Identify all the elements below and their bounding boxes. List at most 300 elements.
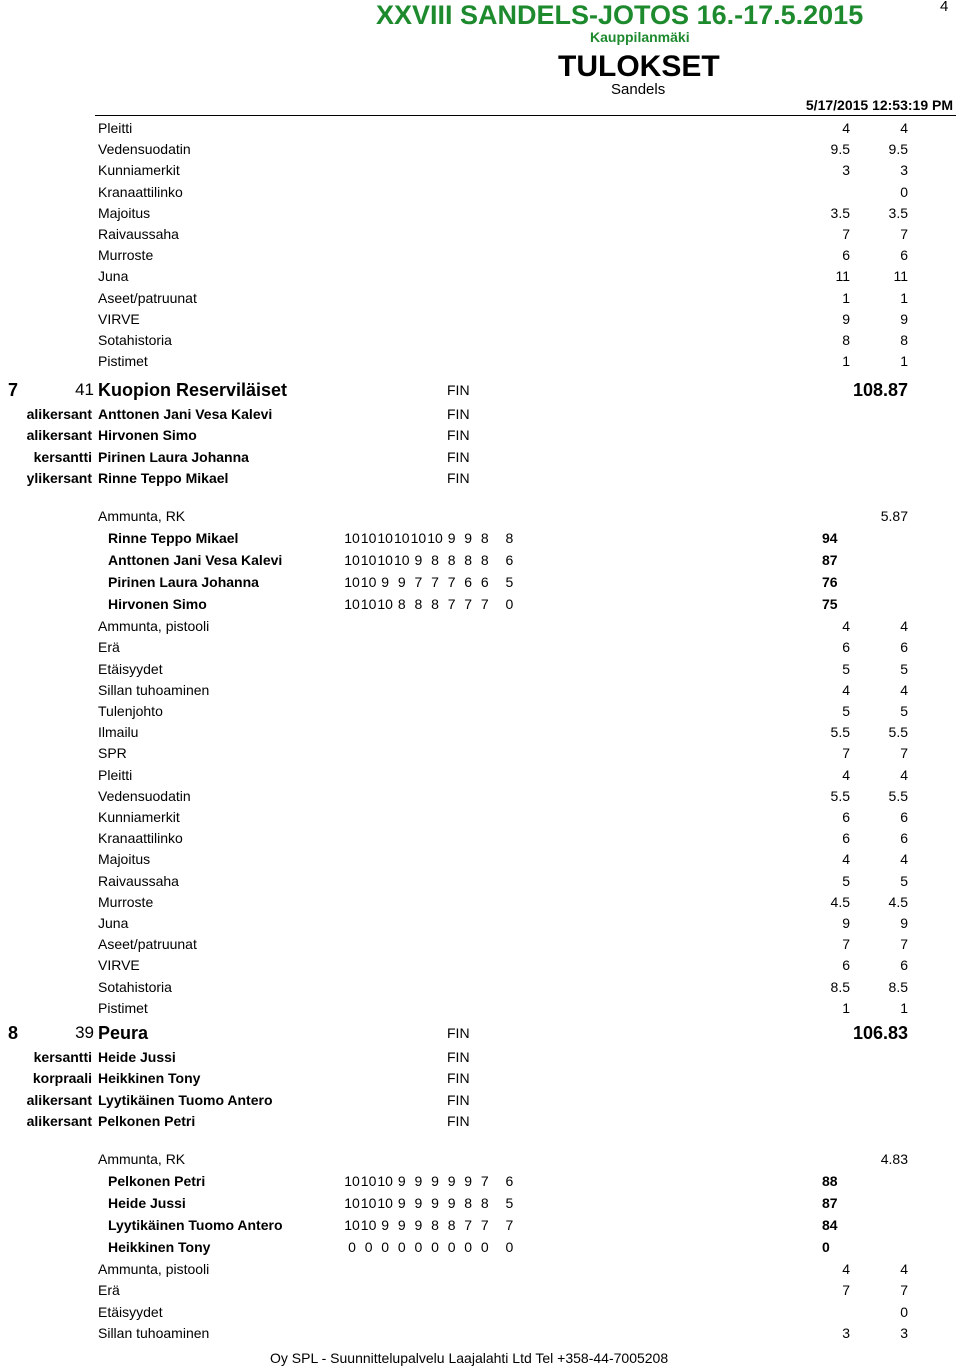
event-row [0,786,960,806]
event-score-a: 1 [842,289,850,306]
shot-score: 10 [394,552,410,569]
event-score-b: 8 [900,332,908,348]
shot-score: 8 [447,1217,456,1234]
event-row [0,351,960,371]
event-score-b: 6 [900,957,908,974]
event-score-a: 7 [842,1282,850,1299]
shooter-row [0,572,960,592]
event-score-a: 9 [842,915,850,931]
shot-score: 9 [464,530,473,547]
event-name: Sillan tuhoaminen [98,1324,210,1341]
shot-score: 10 [377,552,393,569]
event-score-a: 5 [842,660,850,677]
event-score-a: 4 [842,851,850,868]
team-number: 41 [75,380,94,399]
shot-score: 5 [505,1195,514,1212]
shot-score: 0 [414,1239,423,1256]
event-row [0,701,960,721]
shot-score: 5 [505,574,514,591]
shot-score: 10 [360,1173,377,1190]
shot-score: 8 [414,596,423,613]
event-row [0,955,960,975]
event-row [0,680,960,700]
event-score-b: 7 [900,226,908,242]
shot-score: 7 [431,574,439,591]
member-rank: alikersant [26,406,92,422]
timestamp: 5/17/2015 12:53:19 PM [805,97,953,113]
event-row [0,934,960,954]
team-rank: 7 [8,380,19,400]
event-name: Etäisyydet [98,1303,163,1320]
rk-row [0,506,960,526]
shot-score: 8 [480,530,489,547]
shot-score: 9 [397,1173,406,1190]
event-name: Ilmailu [98,724,139,741]
member-name: Pirinen Laura Johanna [98,448,249,465]
event-row [0,266,960,286]
team-member-row [0,425,960,445]
event-score-a: 3 [842,1324,850,1341]
event-location: Kauppilanmäki [590,29,690,45]
event-row [0,203,960,223]
shot-score: 9 [447,530,456,547]
shot-score: 10 [344,574,360,591]
shot-score: 7 [505,1217,514,1234]
shot-score: 9 [431,1173,439,1190]
shot-score: 8 [480,552,489,569]
event-score-b: 3.5 [888,204,908,221]
event-score-a: 6 [842,830,850,847]
event-row [0,1302,960,1322]
event-row [0,224,960,244]
shot-score: 10 [360,1195,377,1212]
event-name: Pistimet [98,353,148,370]
event-row [0,1323,960,1343]
event-score-a: 3 [842,162,850,179]
event-row [0,913,960,933]
team-name: Peura [98,1023,149,1043]
event-name: Erä [98,1282,120,1299]
event-score-b: 9 [900,915,908,931]
results-title: TULOKSET [558,50,720,83]
shot-score: 0 [431,1239,439,1256]
shooter-row [0,1171,960,1191]
member-country: FIN [447,448,470,465]
event-score-b: 1 [900,999,908,1016]
shooter-total: 84 [822,1217,838,1234]
page-number: 4 [940,0,949,15]
team-header-row [0,380,960,400]
shot-score: 8 [505,530,514,547]
event-score-b: 4.5 [888,893,908,910]
event-name: Etäisyydet [98,660,163,677]
event-score-a: 6 [842,247,850,264]
shot-score: 10 [344,530,360,547]
event-row [0,807,960,827]
footer-text: Oy SPL - Suunnittelupalvelu Laajalahti Ltd Tel +358-44-7005208 [270,1350,669,1366]
event-row [0,849,960,869]
shot-score: 8 [480,1195,489,1212]
team-country: FIN [447,1025,470,1041]
event-name: Sotahistoria [98,978,172,995]
member-name: Heikkinen Tony [98,1070,201,1087]
shot-score: 6 [480,574,489,591]
team-rank: 8 [8,1023,19,1043]
shot-score: 0 [464,1239,473,1256]
shooter-name: Heikkinen Tony [108,1239,211,1256]
shot-score: 10 [360,530,377,547]
shot-score: 0 [480,1239,489,1256]
member-country: FIN [447,469,470,486]
shot-score: 8 [431,552,439,569]
event-score-a: 9.5 [830,141,850,158]
shooter-row [0,1237,960,1257]
team-header-row [0,1023,960,1043]
shot-score: 9 [414,552,423,569]
event-score-b: 6 [900,809,908,825]
event-name: SPR [98,745,127,762]
event-name: Majoitus [98,204,151,221]
shot-score: 6 [505,1173,514,1190]
event-score-b: 8.5 [888,978,908,995]
shot-score: 9 [414,1217,423,1234]
event-score-a: 1 [842,353,850,370]
team-number: 39 [75,1023,94,1042]
event-score-a: 8 [842,332,850,348]
event-name: Kunniamerkit [98,809,180,825]
event-score-b: 3 [900,162,908,179]
member-country: FIN [447,406,470,422]
shot-score: 8 [431,596,439,613]
event-name: VIRVE [98,310,140,327]
event-score-a: 7 [842,226,850,242]
team-member-row [0,447,960,467]
class-name: Sandels [611,81,666,98]
shooter-row [0,1215,960,1235]
event-name: Erä [98,639,120,656]
shot-score: 9 [397,1195,406,1212]
event-row [0,659,960,679]
shooter-name: Pelkonen Petri [108,1173,206,1190]
shot-score: 0 [348,1239,356,1256]
event-score-b: 4 [900,681,908,698]
shot-score: 8 [464,552,473,569]
shooter-name: Anttonen Jani Vesa Kalevi [108,552,283,569]
event-score-a: 3.5 [830,204,850,221]
event-row [0,637,960,657]
member-name: Rinne Teppo Mikael [98,469,229,486]
event-score-b: 5 [900,703,908,719]
rk-row [0,1149,960,1169]
shot-score: 9 [464,1173,473,1190]
shot-score: 10 [344,1195,360,1212]
shot-score: 9 [397,574,406,591]
shot-score: 10 [360,1217,377,1234]
shooter-row [0,594,960,614]
shot-score: 0 [364,1239,373,1256]
event-score-b: 7 [900,936,908,953]
member-country: FIN [447,1112,470,1129]
event-name: Sotahistoria [98,332,172,348]
event-name: Sillan tuhoaminen [98,681,210,698]
event-score-a: 5.5 [830,787,850,804]
shot-score: 7 [480,1217,489,1234]
event-score-b: 7 [900,1282,908,1299]
shooter-total: 75 [822,596,838,613]
member-name: Pelkonen Petri [98,1112,196,1129]
event-name: Juna [98,915,129,931]
shot-score: 10 [344,1173,360,1190]
shot-score: 10 [427,530,443,547]
shot-score: 0 [381,1239,390,1256]
shot-score: 0 [397,1239,406,1256]
event-name: Aseet/patruunat [98,936,197,953]
event-score-b: 4 [900,618,908,635]
shot-score: 10 [410,530,427,547]
shot-score: 10 [344,596,360,613]
event-name: Aseet/patruunat [98,289,197,306]
event-row [0,616,960,636]
event-row [0,892,960,912]
event-score-b: 9.5 [888,141,908,158]
shooter-row [0,528,960,548]
shot-score: 10 [394,530,410,547]
shooter-name: Lyytikäinen Tuomo Antero [108,1217,283,1234]
event-name: Ammunta, pistooli [98,1261,210,1278]
event-row [0,330,960,350]
event-score-b: 9 [900,310,908,327]
event-row [0,1259,960,1279]
team-member-row [0,404,960,424]
shot-score: 7 [480,1173,489,1190]
member-rank: alikersant [26,1091,92,1108]
shot-score: 0 [505,1239,514,1256]
event-row [0,1280,960,1300]
shooter-name: Heide Jussi [108,1195,186,1212]
shooter-name: Pirinen Laura Johanna [108,574,259,591]
team-member-row [0,1090,960,1110]
shot-score: 8 [397,596,406,613]
event-score-a: 4.5 [830,893,850,910]
event-score-a: 7 [842,936,850,953]
event-score-b: 5 [900,660,908,677]
shot-score: 9 [431,1195,439,1212]
member-name: Lyytikäinen Tuomo Antero [98,1091,273,1108]
event-row [0,160,960,180]
shooter-total: 94 [822,530,838,547]
event-name: VIRVE [98,957,140,974]
shot-score: 7 [464,596,473,613]
event-name: Ammunta, pistooli [98,618,210,635]
event-score-a: 7 [842,745,850,762]
member-name: Heide Jussi [98,1049,176,1065]
shot-score: 10 [344,552,360,569]
event-score-a: 6 [842,809,850,825]
shot-score: 10 [344,1217,360,1234]
event-score-b: 0 [900,1303,908,1320]
event-score-a: 9 [842,310,850,327]
shot-score: 0 [505,596,514,613]
member-rank: korpraali [32,1070,92,1087]
member-rank: alikersant [26,1112,92,1129]
event-row [0,139,960,159]
event-score-a: 11 [835,268,850,285]
shot-score: 7 [447,596,456,613]
event-name: Vedensuodatin [98,141,191,158]
shooter-name: Hirvonen Simo [108,596,207,613]
shot-score: 9 [447,1173,456,1190]
shot-score: 7 [414,574,423,591]
shooter-total: 76 [822,574,838,591]
event-name: Tulenjohto [98,703,163,719]
shot-score: 8 [464,1195,473,1212]
shooter-name: Rinne Teppo Mikael [108,530,239,547]
shot-score: 8 [447,552,456,569]
member-country: FIN [447,427,470,444]
event-score-b: 1 [900,353,908,370]
team-member-row [0,468,960,488]
member-rank: kersantti [33,448,92,465]
shot-score: 10 [360,596,377,613]
event-name: Murroste [98,247,154,264]
event-score-b: 3 [900,1324,908,1341]
event-score-b: 4 [900,1261,908,1278]
event-score-b: 6 [900,830,908,847]
event-score-a: 1 [842,999,850,1016]
event-score-b: 1 [900,289,908,306]
shooter-total: 0 [822,1239,830,1256]
shot-score: 10 [377,1195,393,1212]
event-row [0,245,960,265]
team-country: FIN [447,382,470,398]
event-score-b: 4 [900,851,908,868]
event-name: Murroste [98,893,154,910]
member-name: Hirvonen Simo [98,427,197,444]
event-row [0,118,960,138]
shot-score: 10 [377,1173,393,1190]
event-name: Kranaattilinko [98,183,183,200]
event-score-a: 6 [842,957,850,974]
shooter-total: 87 [822,552,838,569]
event-score-b: 0 [900,183,908,200]
shot-score: 6 [464,574,473,591]
team-member-row [0,1047,960,1067]
team-member-row [0,1111,960,1131]
event-name: Vedensuodatin [98,787,191,804]
event-row [0,182,960,202]
event-name: Pleitti [98,120,133,136]
event-row [0,743,960,763]
event-row [0,977,960,997]
team-member-row [0,1068,960,1088]
shot-score: 10 [360,552,377,569]
shot-score: 8 [431,1217,439,1234]
event-score-b: 6 [900,639,908,656]
event-score-a: 4 [842,1261,850,1278]
member-rank: alikersant [26,427,92,444]
shot-score: 6 [505,552,514,569]
event-row [0,722,960,742]
event-score-b: 5.5 [888,787,908,804]
shot-score: 10 [377,530,393,547]
event-score-b: 4 [900,120,908,136]
event-name: Pleitti [98,766,133,783]
shot-score: 7 [464,1217,473,1234]
event-row [0,765,960,785]
shot-score: 9 [414,1195,423,1212]
event-score-a: 5.5 [830,724,850,741]
member-rank: kersantti [33,1049,92,1065]
event-row [0,828,960,848]
rk-value: 5.87 [880,508,908,525]
shooter-total: 87 [822,1195,838,1212]
event-title: XXVIII SANDELS-JOTOS 16.-17.5.2015 [376,0,864,30]
event-score-a: 4 [842,618,850,635]
member-country: FIN [447,1070,470,1087]
shot-score: 9 [381,574,390,591]
event-row [0,309,960,329]
shooter-row [0,1193,960,1213]
shot-score: 7 [447,574,456,591]
event-score-b: 11 [893,268,908,285]
header-divider [95,115,956,116]
team-name: Kuopion Reserviläiset [98,380,288,400]
event-score-a: 8.5 [830,978,850,995]
event-name: Majoitus [98,851,151,868]
team-total: 108.87 [852,380,908,400]
event-score-a: 4 [842,681,850,698]
event-score-a: 4 [842,766,850,783]
event-score-b: 5.5 [888,724,908,741]
event-score-b: 4 [900,766,908,783]
event-score-a: 4 [842,120,850,136]
rk-label: Ammunta, RK [98,508,186,525]
event-row [0,998,960,1018]
event-score-a: 5 [842,703,850,719]
event-name: Kunniamerkit [98,162,180,179]
shot-score: 9 [447,1195,456,1212]
team-total: 106.83 [852,1023,908,1043]
shot-score: 10 [377,596,393,613]
shot-score: 9 [414,1173,423,1190]
rk-label: Ammunta, RK [98,1151,186,1168]
shooter-row [0,550,960,570]
shot-score: 7 [480,596,489,613]
event-row [0,288,960,308]
event-name: Pistimet [98,999,148,1016]
event-score-a: 5 [842,872,850,889]
member-name: Anttonen Jani Vesa Kalevi [98,406,273,422]
event-score-b: 5 [900,872,908,889]
member-rank: ylikersant [26,469,92,486]
rk-value: 4.83 [880,1151,908,1168]
event-name: Kranaattilinko [98,830,183,847]
member-country: FIN [447,1049,470,1065]
shot-score: 10 [360,574,377,591]
event-name: Raivaussaha [98,226,179,242]
event-row [0,871,960,891]
shooter-total: 88 [822,1173,838,1190]
event-name: Raivaussaha [98,872,179,889]
shot-score: 9 [397,1217,406,1234]
shot-score: 0 [447,1239,456,1256]
event-name: Juna [98,268,129,285]
event-score-b: 7 [900,745,908,762]
event-score-b: 6 [900,247,908,264]
event-score-a: 6 [842,639,850,656]
shot-score: 9 [381,1217,390,1234]
member-country: FIN [447,1091,470,1108]
